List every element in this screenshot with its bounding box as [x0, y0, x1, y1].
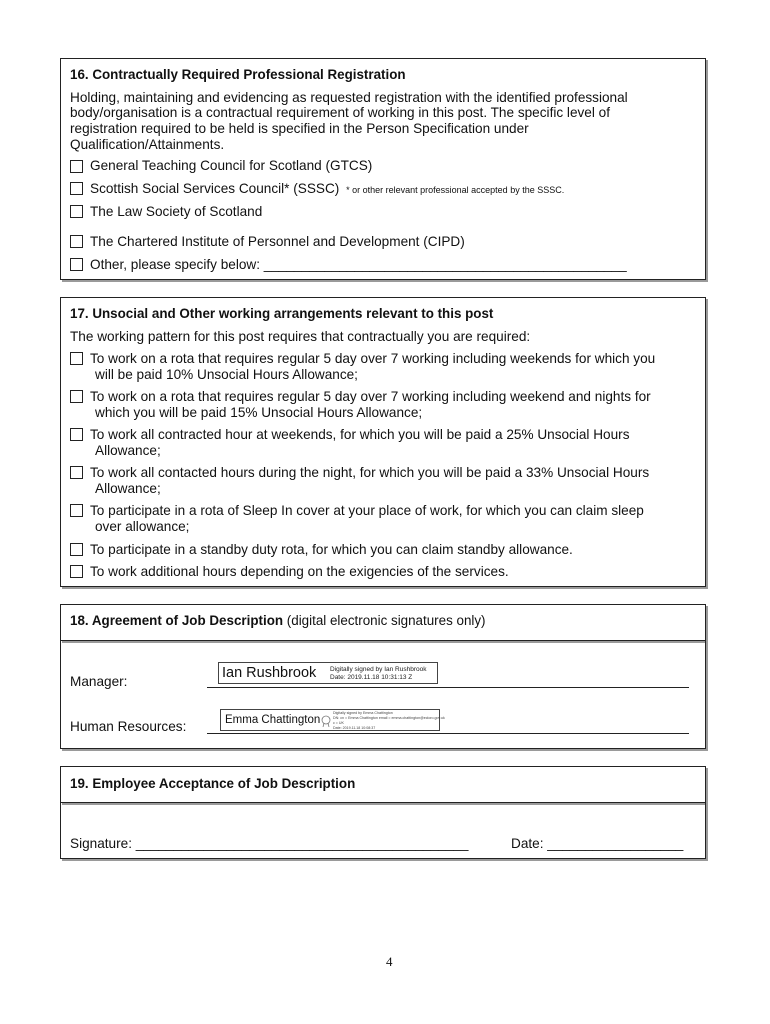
standby-checkbox[interactable]: [70, 543, 83, 556]
manager-label: Manager:: [70, 674, 128, 689]
cipd-label: The Chartered Institute of Personnel and Development (CIPD): [90, 234, 465, 249]
hr-signed-by: Digitally signed by Emma Chattington: [333, 711, 393, 715]
night-33-label: To work all contacted hours during the night, for which you will be paid a 33% Unsocial Hours: [90, 465, 650, 480]
other-label: Other, please specify below: ________________________________________________: [90, 257, 627, 272]
sleep-in-label: To participate in a rota of Sleep In cover at your place of work, for which you can claim sleep: [90, 503, 644, 518]
law-society-checkbox[interactable]: [70, 205, 83, 218]
hr-signed-dn: DN: cn = Emma Chattington email = emma.chattington@ecloro.gov.uk: [333, 716, 445, 720]
standby-label: To participate in a standby duty rota, for which you can claim standby allowance.: [90, 542, 573, 557]
rota-15-label-cont: which you will be paid 15% Unsocial Hours Allowance;: [95, 405, 423, 420]
rota-15-checkbox[interactable]: [70, 390, 83, 403]
other-checkbox[interactable]: [70, 258, 83, 271]
section-16-title: 16. Contractually Required Professional Registration: [70, 67, 406, 82]
section-16-text-line-1: Holding, maintaining and evidencing as requested registration with the identified professional: [70, 90, 628, 105]
manager-signature-name: Ian Rushbrook: [222, 665, 317, 681]
section-16-text-line-2: body/organisation is a contractual requirement of working in this post. The specific level of: [70, 105, 611, 120]
gtcs-label: General Teaching Council for Scotland (GTCS): [90, 158, 373, 173]
weekends-25-label-cont: Allowance;: [95, 443, 161, 458]
section-16-text-line-3: registration required to be held is specified in the Person Specification under: [70, 121, 529, 136]
rota-10-label: To work on a rota that requires regular 5 day over 7 working including weekends for which you: [90, 351, 656, 366]
additional-hours-label: To work additional hours depending on the exigencies of the services.: [90, 564, 509, 579]
section-17-intro: The working pattern for this post requires that contractually you are required:: [70, 329, 531, 344]
sssc-label: [90, 181, 564, 196]
section-18-title-note: (digital electronic signatures only): [286, 613, 486, 628]
law-society-label: The Law Society of Scotland: [90, 204, 263, 219]
rota-15-label: To work on a rota that requires regular 5 day over 7 working including weekend and nights for: [90, 389, 651, 404]
hr-signature-box[interactable]: [220, 709, 445, 731]
weekends-25-label: To work all contracted hour at weekends, for which you will be paid a 25% Unsocial Hours: [90, 427, 630, 442]
section-18-title-text: 18. Agreement of Job Description: [70, 613, 284, 628]
section-17-title: 17. Unsocial and Other working arrangements relevant to this post: [70, 306, 494, 321]
manager-signed-by: Digitally signed by Ian Rushbrook: [330, 666, 427, 673]
rota-10-checkbox[interactable]: [70, 352, 83, 365]
sssc-note: * or other relevant professional accepted by the SSSC.: [346, 185, 565, 195]
sssc-label-text: Scottish Social Services Council* (SSSC): [90, 181, 340, 196]
hr-signed-date: Date: 2019.11.18 10:08:37: [333, 726, 376, 730]
weekends-25-checkbox[interactable]: [70, 428, 83, 441]
sssc-checkbox[interactable]: [70, 182, 83, 195]
section-18-title: [70, 613, 486, 628]
night-33-label-cont: Allowance;: [95, 481, 161, 496]
hr-signed-country: c = UK: [333, 721, 344, 725]
night-33-checkbox[interactable]: [70, 466, 83, 479]
hr-label: Human Resources:: [70, 719, 187, 734]
employee-date-field[interactable]: Date: __________________: [511, 836, 684, 851]
hr-signature-line[interactable]: [207, 733, 689, 734]
cipd-checkbox[interactable]: [70, 235, 83, 248]
section-16-text-line-4: Qualification/Attainments.: [70, 137, 225, 152]
sleep-in-label-cont: over allowance;: [95, 519, 190, 534]
sleep-in-checkbox[interactable]: [70, 504, 83, 517]
manager-signature-line[interactable]: [207, 687, 689, 688]
hr-signature-name: Emma Chattington: [225, 714, 321, 726]
additional-hours-checkbox[interactable]: [70, 565, 83, 578]
page-number: 4: [386, 954, 393, 969]
manager-signed-date: Date: 2019.11.18 10:31:13 Z: [330, 674, 413, 681]
section-19-title: 19. Employee Acceptance of Job Description: [70, 776, 356, 791]
gtcs-checkbox[interactable]: [70, 160, 83, 173]
seal-icon: [321, 715, 331, 727]
manager-signature-box[interactable]: [218, 662, 438, 684]
employee-signature-field[interactable]: Signature: ____________________________________________: [70, 836, 469, 851]
rota-10-label-cont: will be paid 10% Unsocial Hours Allowance;: [95, 367, 358, 382]
